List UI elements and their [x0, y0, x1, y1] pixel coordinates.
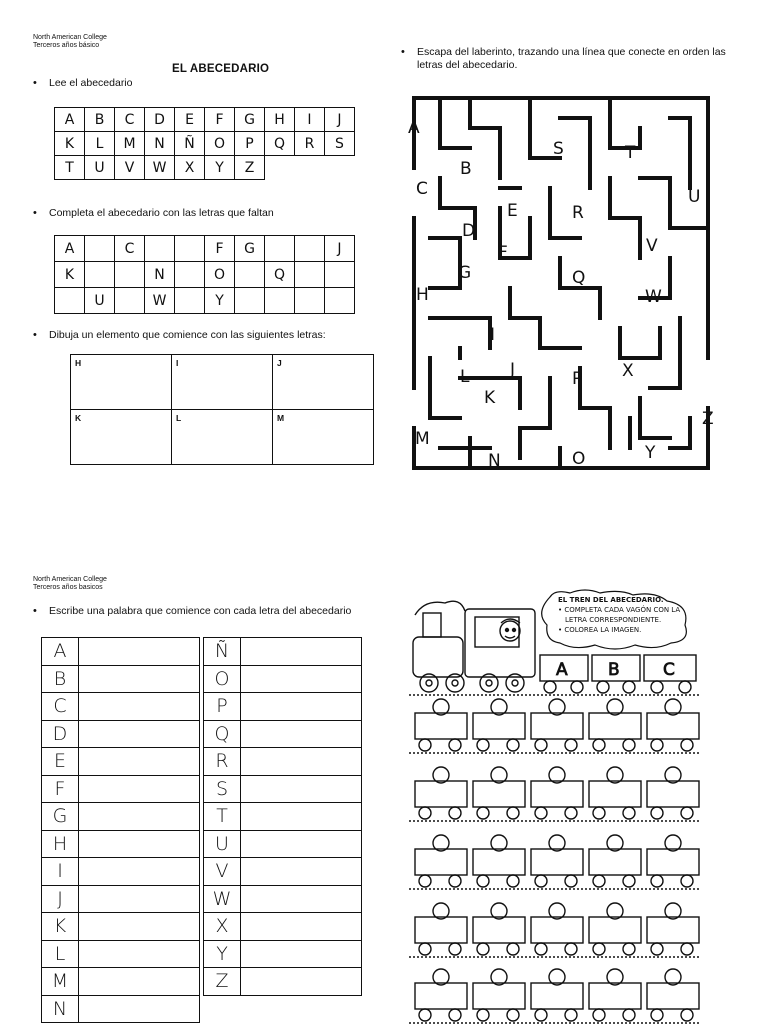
- maze-instruction: • Escapa del laberinto, trazando una línea que conecte en orden las letras del abecedario.: [417, 46, 737, 72]
- complete-alphabet-table: [54, 235, 355, 314]
- wagon-row: [409, 903, 701, 957]
- word-write-cell[interactable]: [79, 748, 200, 776]
- wagon: [589, 917, 641, 943]
- word-write-cell[interactable]: [79, 995, 200, 1023]
- given-letter-cell: K: [55, 262, 85, 288]
- wagon-wheel: [651, 739, 663, 751]
- wagon-wheel: [623, 943, 635, 955]
- word-write-cell[interactable]: [241, 940, 362, 968]
- school-header: [33, 34, 107, 50]
- word-letter-cell: C: [42, 693, 79, 721]
- maze-letter-h: H: [416, 285, 429, 305]
- word-letter-cell: O: [204, 665, 241, 693]
- alphabet-cell: Z: [235, 156, 265, 180]
- wagon: [415, 983, 467, 1009]
- wagon-wheel: [593, 1009, 605, 1021]
- wagon-rows: [409, 699, 701, 1023]
- alphabet-cell: H: [265, 108, 295, 132]
- word-letter-cell: M: [42, 968, 79, 996]
- grade-label-2: Terceros años basicos: [33, 584, 103, 591]
- wagon-wheel: [681, 1009, 693, 1021]
- drawing-cell[interactable]: I: [172, 355, 273, 410]
- wagon-wheel: [507, 739, 519, 751]
- wagon-row: [409, 969, 701, 1023]
- words-instruction: • Escribe una palabra que comience con cada letra del abecedario: [49, 605, 351, 618]
- wagon-wheel: [651, 807, 663, 819]
- word-letter-cell: V: [204, 858, 241, 886]
- wagon-row: [409, 767, 701, 821]
- wagon-wheel: [681, 943, 693, 955]
- word-letter-cell: F: [42, 775, 79, 803]
- blank-letter-cell[interactable]: [235, 262, 265, 288]
- wagon-wheel: [681, 739, 693, 751]
- maze-letter-a: A: [408, 118, 420, 138]
- alphabet-cell: T: [55, 156, 85, 180]
- blank-letter-cell[interactable]: [175, 236, 205, 262]
- alphabet-cell: G: [235, 108, 265, 132]
- wagon: [531, 713, 583, 739]
- wagon-wheel: [535, 943, 547, 955]
- alphabet-cell: M: [115, 132, 145, 156]
- blank-letter-cell[interactable]: [265, 288, 295, 314]
- maze-letter-j: J: [510, 360, 516, 380]
- given-letter-cell: Q: [265, 262, 295, 288]
- maze-letter-t: T: [625, 143, 636, 163]
- wagon: [647, 917, 699, 943]
- alphabet-cell: Q: [265, 132, 295, 156]
- wagon: [473, 781, 525, 807]
- word-letter-cell: D: [42, 720, 79, 748]
- word-write-cell[interactable]: [241, 693, 362, 721]
- maze-letter-m: M: [415, 429, 430, 449]
- wagon: [473, 713, 525, 739]
- wagon-wheel: [565, 943, 577, 955]
- wagon-wheel: [623, 807, 635, 819]
- wagon-wheel: [681, 875, 693, 887]
- word-letter-cell: S: [204, 775, 241, 803]
- wagon: [647, 983, 699, 1009]
- drawing-cell[interactable]: H: [71, 355, 172, 410]
- word-letter-cell: W: [204, 885, 241, 913]
- alphabet-cell: U: [85, 156, 115, 180]
- word-write-cell[interactable]: [79, 665, 200, 693]
- word-write-cell[interactable]: [79, 940, 200, 968]
- alphabet-cell: V: [115, 156, 145, 180]
- wagon-wheel: [507, 875, 519, 887]
- alphabet-cell: A: [55, 108, 85, 132]
- wagon-wheel: [449, 1009, 461, 1021]
- wagon-wheel: [477, 739, 489, 751]
- wagon-letter-a: A: [556, 660, 568, 680]
- word-letter-cell: Z: [204, 968, 241, 996]
- maze-letter-x: X: [622, 361, 634, 381]
- drawing-cell[interactable]: J: [273, 355, 374, 410]
- grade-label: Terceros años básico: [33, 42, 100, 49]
- blank-letter-cell[interactable]: [235, 288, 265, 314]
- wagon-wheel: [419, 807, 431, 819]
- word-write-cell[interactable]: [241, 638, 362, 666]
- wagon: [415, 849, 467, 875]
- maze-letter-o: O: [572, 449, 586, 469]
- maze-letter-i: I: [490, 325, 496, 345]
- train-title: EL TREN DEL ABECEDARIO.: [558, 596, 664, 604]
- alphabet-cell: J: [325, 108, 355, 132]
- word-write-cell[interactable]: [79, 913, 200, 941]
- draw-instruction: • Dibuja un elemento que comience con las siguientes letras:: [49, 329, 326, 342]
- wagon-wheel: [507, 943, 519, 955]
- maze-letter-l: L: [460, 367, 470, 387]
- word-write-cell[interactable]: [79, 968, 200, 996]
- word-letter-cell: A: [42, 638, 79, 666]
- wagon-wheel: [565, 807, 577, 819]
- blank-letter-cell[interactable]: [85, 262, 115, 288]
- word-write-cell[interactable]: [79, 693, 200, 721]
- maze-letter-e: E: [507, 201, 518, 221]
- wagon-wheel: [419, 875, 431, 887]
- blank-letter-cell[interactable]: [85, 236, 115, 262]
- word-write-cell[interactable]: [241, 858, 362, 886]
- wagon: [647, 849, 699, 875]
- wagon: [415, 917, 467, 943]
- words-table-left: [41, 637, 200, 1023]
- wagon-letter-b: B: [608, 660, 620, 680]
- alphabet-cell: P: [235, 132, 265, 156]
- wagon-wheel: [593, 739, 605, 751]
- word-write-cell[interactable]: [79, 638, 200, 666]
- wagon: [589, 781, 641, 807]
- maze-letter-p: P: [572, 369, 583, 389]
- wagon-wheel: [535, 1009, 547, 1021]
- wagon-wheel: [477, 875, 489, 887]
- wagon-wheel: [623, 875, 635, 887]
- drawing-cell[interactable]: M: [273, 410, 374, 465]
- alphabet-cell: D: [145, 108, 175, 132]
- given-letter-cell: G: [235, 236, 265, 262]
- letter-maze[interactable]: [400, 88, 730, 473]
- maze-letter-r: R: [572, 203, 584, 223]
- wagon-wheel: [593, 943, 605, 955]
- wagon-wheel: [565, 739, 577, 751]
- wagon: [531, 983, 583, 1009]
- word-write-cell[interactable]: [241, 803, 362, 831]
- word-write-cell[interactable]: [241, 748, 362, 776]
- wagon-wheel: [565, 875, 577, 887]
- word-letter-cell: B: [42, 665, 79, 693]
- wagon: [531, 917, 583, 943]
- wagon-wheel: [535, 875, 547, 887]
- word-write-cell[interactable]: [241, 830, 362, 858]
- word-write-cell[interactable]: [241, 968, 362, 996]
- wagon-row: [409, 699, 701, 753]
- wagon-wheel: [651, 943, 663, 955]
- wagon: [647, 781, 699, 807]
- school-name: North American College: [33, 34, 107, 41]
- word-letter-cell: U: [204, 830, 241, 858]
- wagon: [589, 713, 641, 739]
- blank-letter-cell[interactable]: [175, 288, 205, 314]
- word-write-cell[interactable]: [241, 913, 362, 941]
- given-letter-cell: N: [145, 262, 175, 288]
- wagon-wheel: [593, 807, 605, 819]
- blank-letter-cell[interactable]: [265, 236, 295, 262]
- wagon-wheel: [477, 807, 489, 819]
- given-letter-cell: U: [85, 288, 115, 314]
- word-letter-cell: X: [204, 913, 241, 941]
- alphabet-cell: C: [115, 108, 145, 132]
- wagon: [415, 713, 467, 739]
- maze-letter-q: Q: [572, 268, 586, 288]
- word-letter-cell: Y: [204, 940, 241, 968]
- word-write-cell[interactable]: [79, 858, 200, 886]
- wagon-wheel: [507, 1009, 519, 1021]
- wagon-wheel: [623, 739, 635, 751]
- given-letter-cell: O: [205, 262, 235, 288]
- blank-letter-cell[interactable]: [175, 262, 205, 288]
- word-letter-cell: R: [204, 748, 241, 776]
- alphabet-cell: L: [85, 132, 115, 156]
- alphabet-cell: X: [175, 156, 205, 180]
- wagon-wheel: [623, 1009, 635, 1021]
- blank-letter-cell[interactable]: [325, 288, 355, 314]
- alphabet-cell: N: [145, 132, 175, 156]
- wagon: [647, 713, 699, 739]
- alphabet-cell: F: [205, 108, 235, 132]
- word-write-cell[interactable]: [241, 775, 362, 803]
- wagon-wheel: [507, 807, 519, 819]
- word-write-cell[interactable]: [79, 803, 200, 831]
- word-letter-cell: Q: [204, 720, 241, 748]
- given-letter-cell: A: [55, 236, 85, 262]
- blank-letter-cell[interactable]: [145, 236, 175, 262]
- wagon-wheel: [477, 943, 489, 955]
- wagon-wheel: [535, 739, 547, 751]
- wagon-wheel: [651, 1009, 663, 1021]
- words-table-right: [203, 637, 362, 996]
- alphabet-cell: K: [55, 132, 85, 156]
- maze-letter-g: G: [458, 263, 472, 283]
- school-header-2: [33, 576, 107, 592]
- word-write-cell[interactable]: [241, 665, 362, 693]
- alphabet-cell: Y: [205, 156, 235, 180]
- word-letter-cell: J: [42, 885, 79, 913]
- blank-letter-cell[interactable]: [295, 288, 325, 314]
- word-letter-cell: G: [42, 803, 79, 831]
- complete-instruction: • Completa el abecedario con las letras que faltan: [49, 207, 274, 220]
- maze-letter-v: V: [646, 236, 658, 256]
- wagon-wheel: [449, 739, 461, 751]
- wagon-wheel: [565, 1009, 577, 1021]
- alphabet-cell: B: [85, 108, 115, 132]
- page-title: EL ABECEDARIO: [172, 63, 270, 75]
- blank-letter-cell[interactable]: [115, 262, 145, 288]
- wagon: [589, 849, 641, 875]
- wagon-wheel: [449, 943, 461, 955]
- word-letter-cell: H: [42, 830, 79, 858]
- maze-letter-s: S: [553, 139, 564, 159]
- word-write-cell[interactable]: [79, 830, 200, 858]
- wagon-wheel: [477, 1009, 489, 1021]
- given-letter-cell: F: [205, 236, 235, 262]
- alphabet-cell: W: [145, 156, 175, 180]
- word-letter-cell: T: [204, 803, 241, 831]
- wagon: [473, 849, 525, 875]
- maze-letter-n: N: [488, 451, 501, 471]
- wagon-wheel: [593, 875, 605, 887]
- wagon-wheel: [419, 739, 431, 751]
- blank-letter-cell[interactable]: [55, 288, 85, 314]
- word-letter-cell: Ñ: [204, 638, 241, 666]
- maze-letter-w: W: [645, 287, 662, 307]
- word-letter-cell: N: [42, 995, 79, 1023]
- word-letter-cell: I: [42, 858, 79, 886]
- maze-letter-d: D: [462, 221, 476, 241]
- alphabet-train-illustration: [405, 585, 705, 1024]
- word-write-cell[interactable]: [79, 885, 200, 913]
- school-name-2: North American College: [33, 576, 107, 583]
- blank-letter-cell[interactable]: [295, 262, 325, 288]
- alphabet-cell: R: [295, 132, 325, 156]
- given-letter-cell: Y: [205, 288, 235, 314]
- maze-letter-b: B: [460, 159, 472, 179]
- blank-letter-cell[interactable]: [115, 288, 145, 314]
- word-write-cell[interactable]: [79, 775, 200, 803]
- wagon-wheel: [535, 807, 547, 819]
- maze-letter-y: Y: [645, 443, 656, 463]
- drawing-cell[interactable]: L: [172, 410, 273, 465]
- train-line-2: LETRA CORRESPONDIENTE.: [565, 616, 662, 624]
- given-letter-cell: W: [145, 288, 175, 314]
- maze-letter-f: F: [498, 243, 508, 263]
- maze-letter-z: Z: [702, 409, 714, 429]
- alphabet-cell: E: [175, 108, 205, 132]
- wagon-wheel: [419, 1009, 431, 1021]
- word-letter-cell: L: [42, 940, 79, 968]
- alphabet-table: [54, 107, 355, 180]
- wagon: [473, 983, 525, 1009]
- read-instruction: • Lee el abecedario: [49, 77, 132, 90]
- drawing-cell[interactable]: K: [71, 410, 172, 465]
- wagon: [589, 983, 641, 1009]
- wagon-row: [409, 835, 701, 889]
- word-write-cell[interactable]: [241, 885, 362, 913]
- word-write-cell[interactable]: [241, 720, 362, 748]
- drawing-table: [70, 354, 374, 465]
- alphabet-cell: Ñ: [175, 132, 205, 156]
- blank-letter-cell[interactable]: [325, 262, 355, 288]
- maze-letter-c: C: [416, 179, 428, 199]
- wagon: [473, 917, 525, 943]
- word-letter-cell: K: [42, 913, 79, 941]
- wagon: [415, 781, 467, 807]
- blank-letter-cell[interactable]: [295, 236, 325, 262]
- word-letter-cell: E: [42, 748, 79, 776]
- word-write-cell[interactable]: [79, 720, 200, 748]
- given-letter-cell: J: [325, 236, 355, 262]
- wagon-wheel: [419, 943, 431, 955]
- alphabet-cell: I: [295, 108, 325, 132]
- wagon: [531, 849, 583, 875]
- train-line-1: • COMPLETA CADA VAGÓN CON LA: [558, 606, 681, 614]
- maze-letter-u: U: [688, 187, 701, 207]
- wagon-wheel: [449, 807, 461, 819]
- alphabet-cell: O: [205, 132, 235, 156]
- word-letter-cell: P: [204, 693, 241, 721]
- wagon-wheel: [651, 875, 663, 887]
- wagon-wheel: [681, 807, 693, 819]
- train-line-3: • COLOREA LA IMAGEN.: [558, 626, 642, 634]
- alphabet-cell: S: [325, 132, 355, 156]
- wagon: [531, 781, 583, 807]
- wagon-letter-c: C: [663, 660, 675, 680]
- maze-letter-k: K: [484, 388, 496, 408]
- given-letter-cell: C: [115, 236, 145, 262]
- wagon-wheel: [449, 875, 461, 887]
